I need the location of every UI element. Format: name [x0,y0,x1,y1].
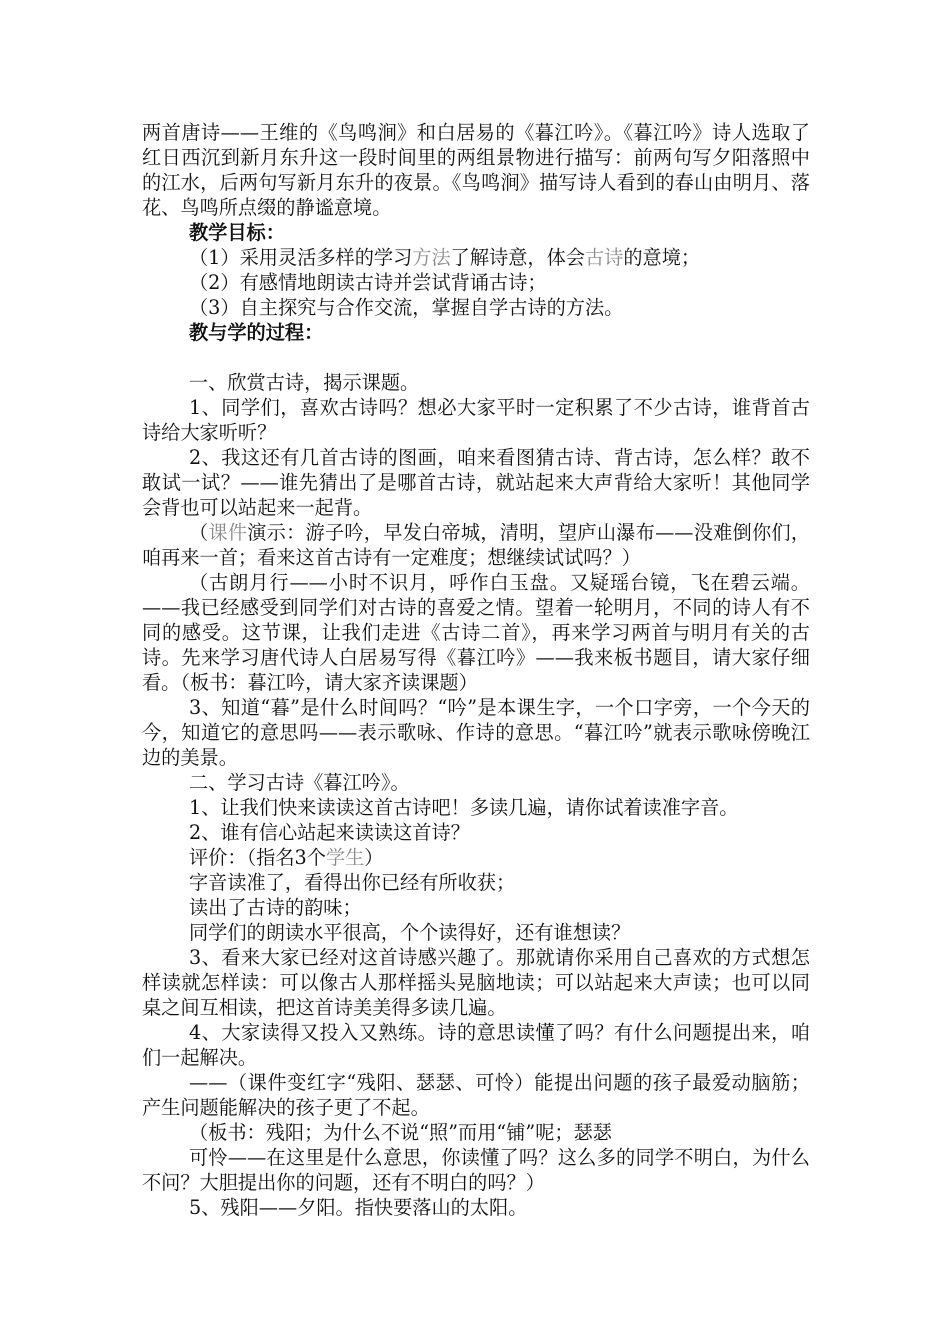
paragraph: ——（课件变红字“残阳、瑟瑟、可怜）能提出问题的孩子最爱动脑筋；产生问题能解决的孩子更了不起。 [142,1071,810,1119]
paragraph: 读出了古诗的韵味； [189,896,362,919]
paragraph: 1、让我们快来读读这首古诗吧！多读几遍，请你试着读准字音。 [189,796,739,819]
paragraph: 5、残阳——夕阳。指快要落山的太阳。 [189,1196,528,1219]
goal-2: （2）有感情地朗读古诗并尝试背诵古诗； [189,271,547,294]
paragraph: （板书：残阳；为什么不说“照”而用“铺”呢；瑟瑟 [189,1121,612,1144]
goal-1-link-poem: 古诗 [584,246,624,269]
courseware-link: 课件 [208,521,248,544]
intro-paragraph: 两首唐诗——王维的《鸟鸣涧》和白居易的《暮江吟》。《暮江吟》诗人选取了红日西沉到新月东升这一段时间里的两组景物进行描写：前两句写夕阳落照中的江水，后两句写新月东升的夜景。《鸟鸣涧》描写诗人看到的春山由明月、落花、鸟鸣所点缀的静谧意境。 [142,121,810,219]
paragraph: 字音读准了，看得出你已经有所收获； [189,871,516,894]
process-heading: 教与学的过程： [189,321,324,344]
goal-1 [142,245,810,270]
goal-1-text-2: 了解诗意，体会 [450,246,585,269]
evaluation-link: 学生 [325,846,365,869]
courseware-paragraph [142,520,810,570]
evaluation-text: 评价：（指名3个 [189,846,326,869]
goal-3: （3）自主探究与合作交流，掌握自学古诗的方法。 [189,296,624,319]
courseware-text: 演示：游子吟，早发白帝城，清明，望庐山瀑布——没难倒你们，咱再来一首；看来这首古诗有一定难度；想继续试试吗？） [142,521,811,569]
paragraph: 3、看来大家已经对这首诗感兴趣了。那就请你采用自己喜欢的方式想怎样读就怎样读：可以像古人那样摇头晃脑地读；可以站起来大声读；也可以同桌之间互相读，把这首诗美美得多读几遍。 [142,946,810,1019]
document-page [142,120,810,1220]
goal-1-text-3: 的意境； [623,246,701,269]
goals-heading: 教学目标： [189,221,285,244]
blank-line [142,345,810,370]
paragraph: （古朗月行——小时不识月，呼作白玉盘。又疑瑶台镜，飞在碧云端。——我已经感受到同学们对古诗的喜爱之情。望着一轮明月，不同的诗人有不同的感受。这节课，让我们走进《古诗二首》，再来学习两首与明月有关的古诗。先来学习唐代诗人白居易写得《暮江吟》——我来板书题目，请大家仔细看。（板书：暮江吟，请大家齐读课题） [142,571,810,694]
paragraph: 2、谁有信心站起来读读这首诗？ [189,821,470,844]
goal-1-link-method: 方法 [412,246,451,269]
paragraph: 可怜——在这里是什么意思，你读懂了吗？这么多的同学不明白，为什么不问？大胆提出你的问题，还有不明白的吗？） [142,1146,810,1194]
paragraph: 2、我这还有几首古诗的图画，咱来看图猜古诗、背古诗，怎么样？敢不敢试一试？——谁先猜出了是哪首古诗，就站起来大声背给大家听！其他同学会背也可以站起来一起背。 [142,446,810,519]
evaluation-close: ） [364,846,384,869]
paragraph: 4、大家读得又投入又熟练。诗的意思读懂了吗？有什么问题提出来，咱们一起解决。 [142,1021,810,1069]
paragraph: 同学们的朗读水平很高，个个读得好，还有谁想读？ [189,921,631,944]
courseware-open: （ [189,521,209,544]
evaluation-line [142,845,810,870]
paragraph: 3、知道“暮”是什么时间吗？“吟”是本课生字，一个口字旁，一个今天的今，知道它的意思吗——表示歌咏、作诗的意思。“暮江吟”就表示歌咏傍晚江边的美景。 [142,696,810,769]
section-1-heading: 一、欣赏古诗，揭示课题。 [189,371,420,394]
goal-1-text: （1）采用灵活多样的学习 [189,246,413,269]
section-2-heading: 二、学习古诗《暮江吟》。 [189,771,410,794]
paragraph: 1、同学们，喜欢古诗吗？想必大家平时一定积累了不少古诗，谁背首古诗给大家听听？ [142,396,810,444]
